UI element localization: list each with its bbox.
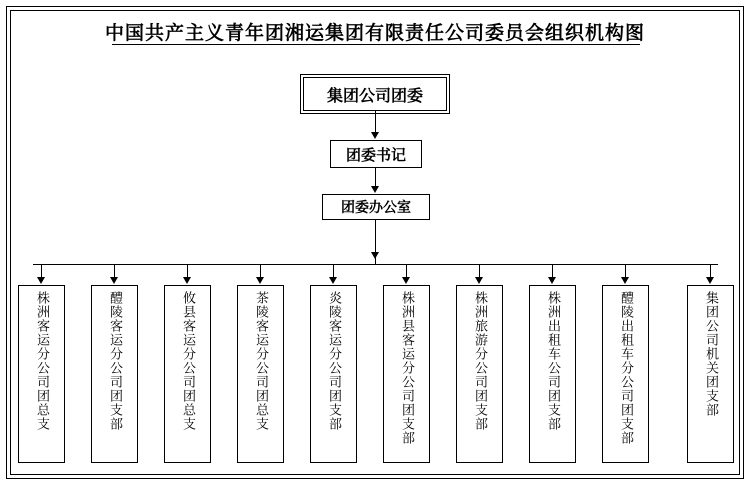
branch-label-9: 醴陵出租车分公司团支部: [618, 291, 633, 445]
node-league-office: 团委办公室: [322, 194, 430, 220]
drop-line-2: [114, 264, 115, 278]
branch-node-3: [164, 285, 211, 463]
node-league-secretary: 团委书记: [330, 140, 422, 168]
branch-label-3: 攸县客运分公司团总支: [180, 291, 195, 431]
branch-node-4: [237, 285, 284, 463]
drop-line-8: [552, 264, 553, 278]
drop-line-9: [625, 264, 626, 278]
branch-node-10: [687, 285, 734, 463]
branch-label-10: 集团公司机关团支部: [703, 291, 718, 417]
page-title: 中国共产主义青年团湘运集团有限责任公司委员会组织机构图: [104, 22, 645, 44]
drop-arrow-8: [548, 277, 556, 284]
drop-line-5: [333, 264, 334, 278]
branch-label-7: 株洲旅游分公司团支部: [472, 291, 487, 431]
branch-node-1: [18, 285, 65, 463]
branch-label-1: 株洲客运分公司团总支: [34, 291, 49, 431]
branch-node-5: [310, 285, 357, 463]
branch-node-8: [529, 285, 576, 463]
branch-node-6: [383, 285, 430, 463]
drop-arrow-1: [37, 277, 45, 284]
distribution-bus-line: [33, 264, 718, 265]
drop-arrow-6: [402, 277, 410, 284]
drop-arrow-5: [329, 277, 337, 284]
drop-line-3: [187, 264, 188, 278]
arrow-secretary-to-office: [371, 186, 379, 193]
branch-label-2: 醴陵客运分公司团支部: [107, 291, 122, 431]
drop-arrow-7: [475, 277, 483, 284]
branch-node-7: [456, 285, 503, 463]
title-underline: [112, 44, 640, 45]
connector-secretary-to-office: [375, 168, 376, 187]
branch-label-6: 株洲县客运分公司团支部: [399, 291, 414, 445]
branch-label-8: 株洲出租车公司团支部: [545, 291, 560, 431]
drop-line-10: [710, 264, 711, 278]
drop-line-6: [406, 264, 407, 278]
drop-arrow-9: [621, 277, 629, 284]
drop-line-4: [260, 264, 261, 278]
drop-arrow-3: [183, 277, 191, 284]
drop-arrow-10: [706, 277, 714, 284]
arrow-office-to-bus: [371, 252, 379, 259]
drop-arrow-2: [110, 277, 118, 284]
branch-label-5: 炎陵客运分公司团支部: [326, 291, 341, 431]
branch-label-4: 茶陵客运分公司团总支: [253, 291, 268, 431]
drop-arrow-4: [256, 277, 264, 284]
branch-node-9: [602, 285, 649, 463]
node-group-youth-league-committee: 集团公司团委: [303, 77, 447, 111]
arrow-top-to-secretary: [371, 132, 379, 139]
connector-top-to-secretary: [375, 111, 376, 133]
drop-line-1: [41, 264, 42, 278]
drop-line-7: [479, 264, 480, 278]
branch-node-2: [91, 285, 138, 463]
